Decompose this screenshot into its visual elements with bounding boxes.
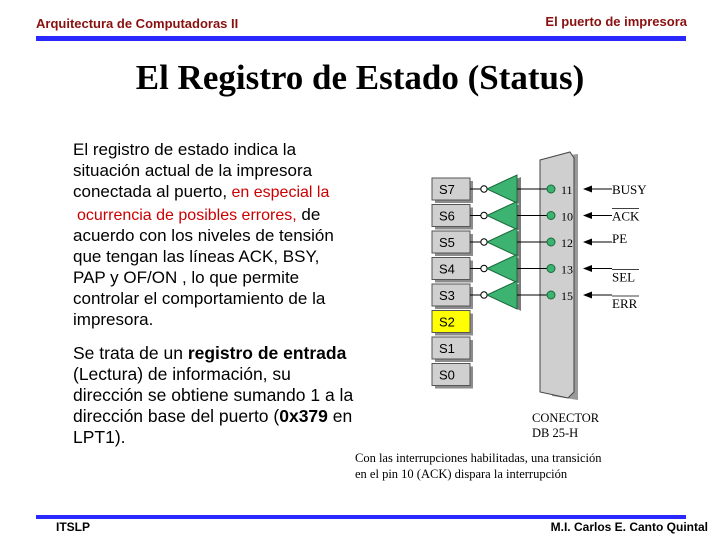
text-segment: dirección base del puerto ( bbox=[73, 406, 280, 426]
pin-dot bbox=[547, 238, 555, 246]
pin-number: 15 bbox=[561, 289, 573, 303]
text-line: que tengan las líneas ACK, BSY, bbox=[73, 247, 320, 266]
text-line: impresora. bbox=[73, 310, 154, 329]
signal-label: PE bbox=[612, 231, 628, 246]
register-bit-label: S5 bbox=[439, 235, 455, 250]
text-line: acuerdo con los niveles de tensión bbox=[73, 226, 334, 245]
highlight-text: ocurrencia de posibles errores, bbox=[77, 207, 297, 224]
pin-dot bbox=[547, 291, 555, 299]
signal-label: ACK bbox=[612, 208, 640, 224]
pin-number: 11 bbox=[561, 183, 573, 197]
buffer-triangle bbox=[487, 281, 517, 309]
bold-text: 0x379 bbox=[279, 406, 328, 426]
highlight-text: en especial la bbox=[227, 184, 330, 201]
text-line: (Lectura) de información, su bbox=[73, 364, 291, 384]
note-line: en el pin 10 (ACK) dispara la interrupción bbox=[355, 467, 568, 481]
text-line: controlar el comportamiento de la bbox=[73, 289, 326, 308]
bold-text: registro de entrada bbox=[187, 343, 347, 363]
pin-number: 12 bbox=[561, 236, 573, 250]
text-line: dirección se obtiene sumando 1 a la bbox=[73, 385, 354, 405]
arrow-head bbox=[583, 265, 592, 272]
register-bit-label: S6 bbox=[439, 208, 455, 224]
connector-label bbox=[532, 411, 599, 441]
arrow-head bbox=[583, 212, 592, 219]
register-bit-label: S1 bbox=[439, 341, 455, 356]
buffer-triangle bbox=[487, 175, 517, 203]
text-line: PAP y OF/ON , lo que permite bbox=[73, 268, 300, 287]
buffer-triangle bbox=[487, 228, 517, 256]
slide-title: El Registro de Estado (Status) bbox=[135, 58, 585, 97]
arrow-head bbox=[583, 239, 592, 246]
note-line: Con las interrupciones habilitadas, una transición bbox=[355, 451, 602, 465]
register-bit-label: S4 bbox=[439, 261, 455, 277]
register-boxes bbox=[432, 178, 473, 389]
register-bit-label: S7 bbox=[439, 182, 455, 197]
header-topic: El puerto de impresora bbox=[545, 14, 687, 29]
pin-number: 10 bbox=[561, 209, 573, 224]
pin-dot bbox=[547, 212, 555, 220]
buffer-triangle bbox=[487, 202, 517, 230]
pin-number: 13 bbox=[561, 262, 573, 277]
buffer-triangle bbox=[487, 255, 517, 283]
footer-author: M.I. Carlos E. Canto Quintal bbox=[550, 520, 708, 534]
text-segment: en bbox=[327, 406, 353, 426]
register-bit-label: S3 bbox=[439, 288, 455, 303]
interrupt-note bbox=[355, 450, 601, 482]
connector-label-line: CONECTOR bbox=[532, 411, 600, 425]
pin-dot bbox=[547, 265, 555, 273]
footer-institution: ITSLP bbox=[56, 520, 91, 534]
text-segment: de bbox=[296, 205, 321, 224]
connector-label-line: DB 25-H bbox=[532, 426, 579, 440]
header-course-title: Arquitectura de Computadoras II bbox=[36, 16, 239, 31]
register-bit-label: S0 bbox=[439, 367, 455, 383]
footer-rule bbox=[36, 515, 686, 519]
text-line: El registro de estado indica la bbox=[73, 140, 297, 159]
text-segment: Se trata de un bbox=[73, 343, 188, 363]
pin-dot bbox=[547, 185, 555, 193]
arrow-head bbox=[583, 292, 592, 299]
text-line: LPT1). bbox=[73, 427, 126, 447]
text-line: situación actual de la impresora bbox=[73, 161, 313, 180]
text-segment: conectada al puerto, bbox=[73, 182, 228, 201]
signal-label: BUSY bbox=[612, 182, 647, 197]
register-bit-label: S2 bbox=[439, 314, 455, 330]
signal-label: SEL bbox=[612, 269, 636, 285]
arrow-head bbox=[583, 186, 592, 193]
signal-label: ERR bbox=[612, 296, 638, 311]
